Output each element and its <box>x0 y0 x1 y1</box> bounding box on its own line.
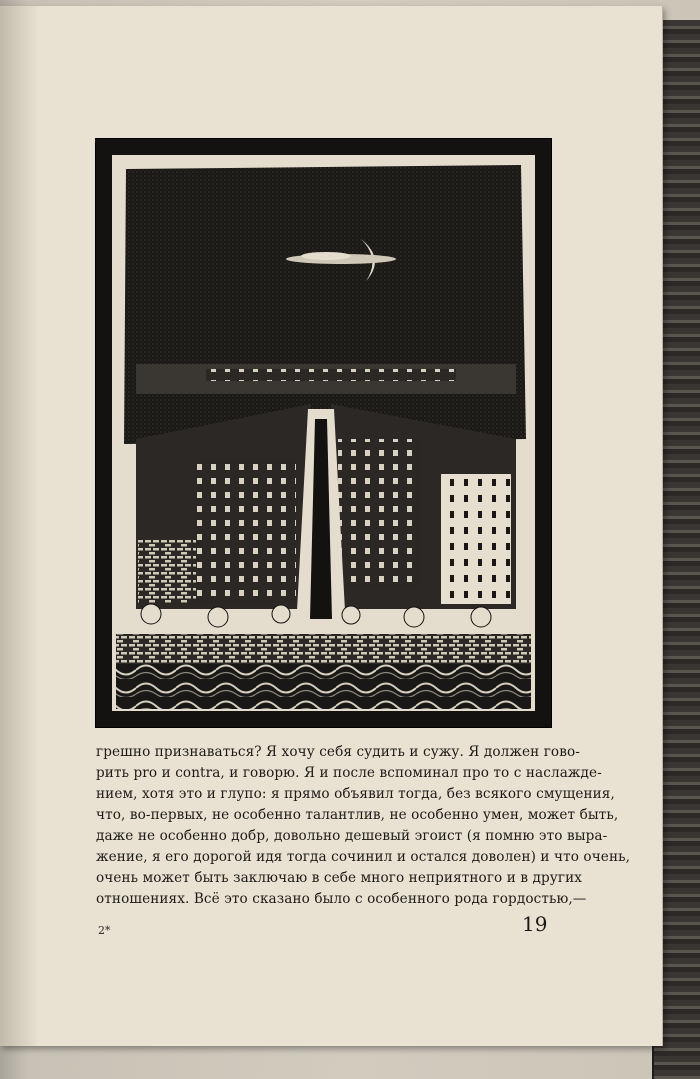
body-text <box>96 742 631 910</box>
signature-mark: 2* <box>98 924 111 937</box>
text-line: рить pro и contra, и говорю. Я и после вспоминал про то с наслажде- <box>96 765 602 781</box>
woodcut-city-night-icon <box>96 139 551 727</box>
text-line: отношениях. Всё это сказано было с особенного рода гордостью,— <box>96 891 587 907</box>
text-line: жение, я его дорогой идя тогда сочинил и остался доволен) и что очень, <box>96 849 631 865</box>
text-line: грешно признаваться? Я хочу себя судить и сужу. Я должен гово- <box>96 744 580 760</box>
page-gutter-shadow <box>0 6 40 1046</box>
text-line: даже не особенно добр, довольно дешевый эгоист (я помню это выра- <box>96 828 608 844</box>
text-line: нием, хотя это и глупо: я прямо объявил тогда, без всякого смущения, <box>96 786 615 802</box>
page-number: 19 <box>522 912 548 936</box>
text-line: очень может быть заключаю в себе много неприятного и в других <box>96 870 583 886</box>
woodcut-illustration <box>95 138 552 728</box>
text-line: что, во-первых, не особенно талантлив, не особенно умен, может быть, <box>96 807 619 823</box>
